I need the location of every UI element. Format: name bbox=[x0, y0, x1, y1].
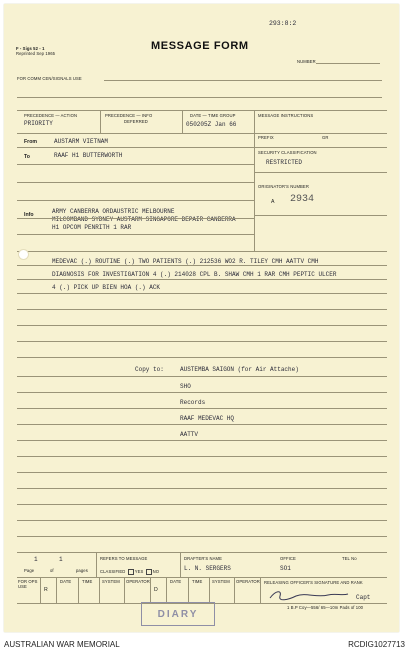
security-classification-label: SECURITY CLASSIFICATION bbox=[258, 150, 317, 155]
rule bbox=[99, 577, 100, 603]
rule bbox=[78, 577, 79, 603]
originator-prefix: A bbox=[271, 199, 275, 205]
originator-number: 2934 bbox=[290, 194, 315, 205]
message-form-sheet bbox=[4, 4, 399, 632]
rule bbox=[17, 164, 254, 165]
number-line bbox=[316, 63, 380, 64]
gr-label: GR bbox=[322, 135, 329, 140]
punch-hole bbox=[18, 249, 29, 260]
form-code: F - Sigs 52 - 1 bbox=[16, 46, 45, 51]
info-line-1: ARMY CANBERRA ORDAUSTRIC MELBOURNE bbox=[52, 208, 175, 215]
info-line-3: H1 OPCOM PENRITH 1 RAR bbox=[52, 224, 132, 231]
rule bbox=[17, 110, 387, 111]
rule bbox=[17, 488, 387, 489]
form-title: MESSAGE FORM bbox=[151, 40, 249, 52]
rule bbox=[254, 215, 387, 216]
rule bbox=[234, 577, 235, 603]
rule bbox=[17, 472, 387, 473]
page-number: 1 bbox=[34, 556, 38, 563]
copy-to-item: Records bbox=[180, 399, 206, 406]
copy-to-label: Copy to: bbox=[135, 366, 164, 373]
handwritten-serial: 293:8:2 bbox=[269, 20, 297, 27]
body-line-3: 4 (.) PICK UP BIEN HOA (.) ACK bbox=[52, 284, 161, 291]
rule bbox=[17, 357, 387, 358]
rule bbox=[180, 552, 181, 577]
reprinted-date: Reprinted Sep 1965 bbox=[16, 51, 56, 56]
to-label: To bbox=[24, 154, 30, 160]
precedence-info-label: PRECEDENCE — INFO bbox=[105, 113, 153, 118]
body-line-1: MEDEVAC (.) ROUTINE (.) TWO PATIENTS (.) 212536 WO2 R. TILEY CMH AATTV CMH bbox=[52, 258, 319, 265]
classified-label bbox=[100, 569, 159, 575]
office-label: OFFICE bbox=[280, 556, 296, 561]
rule bbox=[17, 200, 254, 201]
ops-system-label: SYSTEM bbox=[102, 579, 120, 584]
rule bbox=[17, 133, 387, 134]
office-value: SO1 bbox=[280, 565, 291, 572]
date-time-group-label: DATE — TIME GROUP bbox=[190, 113, 236, 118]
classified-no-label: NO bbox=[152, 569, 160, 575]
security-classification-value: RESTRICTED bbox=[266, 159, 303, 166]
comm-cen-line-2 bbox=[17, 97, 382, 98]
ops-operator-label-2: OPERATOR bbox=[236, 579, 260, 584]
rule bbox=[17, 577, 387, 578]
rule bbox=[17, 440, 387, 441]
pages-label: pages bbox=[76, 568, 88, 573]
rule bbox=[209, 577, 210, 603]
rule bbox=[254, 110, 255, 251]
rule bbox=[17, 424, 387, 425]
classified-yes-checkbox[interactable] bbox=[128, 569, 134, 575]
releasing-officer-label: RELEASING OFFICER'S SIGNATURE AND RANK bbox=[264, 580, 363, 585]
rule bbox=[17, 265, 387, 266]
rule bbox=[17, 376, 387, 377]
tel-number-label: TEL No bbox=[342, 556, 357, 561]
rule bbox=[17, 147, 387, 148]
rule bbox=[17, 341, 387, 342]
for-ops-use-label: FOR OPS USE bbox=[18, 579, 38, 589]
rule bbox=[40, 577, 41, 603]
ops-time-label-2: TIME bbox=[192, 579, 203, 584]
prefix-label: PREFIX bbox=[258, 135, 274, 140]
page-total: 1 bbox=[59, 556, 63, 563]
diary-stamp: DIARY bbox=[141, 602, 215, 626]
to-value: RAAF H1 BUTTERWORTH bbox=[54, 152, 123, 159]
footer-catalogue-id: RCDIG1027713 bbox=[348, 640, 405, 649]
from-label: From bbox=[24, 139, 37, 145]
rule bbox=[17, 392, 387, 393]
body-line-2: DIAGNOSIS FOR INVESTIGATION 4 (.) 214028 CPL B. SHAW CMH 1 RAR CMH PEPTIC ULCER bbox=[52, 271, 337, 278]
ops-date-label-2: DATE bbox=[170, 579, 182, 584]
footer-source: AUSTRALIAN WAR MEMORIAL bbox=[4, 640, 120, 649]
copy-to-item: SHO bbox=[180, 383, 191, 390]
ops-date-label: DATE bbox=[60, 579, 72, 584]
rule bbox=[17, 408, 387, 409]
copy-to-item: AUSTEMBA SAIGON (for Air Attache) bbox=[180, 366, 299, 373]
drafters-name-label: DRAFTER'S NAME bbox=[184, 556, 223, 561]
comm-cen-label: FOR COMM CEN/SIGNALS USE bbox=[17, 76, 82, 81]
rule bbox=[17, 325, 387, 326]
rule bbox=[17, 279, 387, 280]
rule bbox=[56, 577, 57, 603]
rule bbox=[260, 577, 261, 603]
date-time-group-value: 050205Z Jan 66 bbox=[186, 121, 237, 128]
rule bbox=[150, 577, 151, 603]
rule bbox=[17, 293, 387, 294]
info-label: Info bbox=[24, 212, 34, 218]
officer-rank: Capt bbox=[356, 594, 371, 601]
ops-operator-label: OPERATOR bbox=[126, 579, 150, 584]
rule bbox=[188, 577, 189, 603]
classified-no-checkbox[interactable] bbox=[146, 569, 152, 575]
info-line-2: MILCOMBAND SYDNEY AUSTARM SINGAPORE DEPAIR CANBERRA bbox=[52, 216, 236, 223]
printer-note: 1 B.P Coy—556/ 65—10m Pads of 100 bbox=[287, 605, 364, 610]
rule bbox=[17, 552, 387, 553]
ops-system-label-2: SYSTEM bbox=[212, 579, 230, 584]
precedence-action-value: PRIORITY bbox=[24, 120, 53, 127]
number-label: NUMBER bbox=[297, 59, 316, 64]
rule bbox=[17, 536, 387, 537]
message-instructions-label: MESSAGE INSTRUCTIONS bbox=[258, 113, 314, 118]
copy-to-item: RAAF MEDEVAC HQ bbox=[180, 415, 235, 422]
rule bbox=[96, 552, 97, 577]
rule bbox=[17, 251, 387, 252]
originators-number-label: ORIGINATOR'S NUMBER bbox=[258, 184, 309, 189]
rule bbox=[100, 110, 101, 133]
copy-to-item: AATTV bbox=[180, 431, 199, 438]
rule bbox=[166, 577, 167, 603]
comm-cen-line bbox=[104, 80, 382, 81]
classified-yes-label: YES bbox=[134, 569, 144, 575]
precedence-action-label: PRECEDENCE — ACTION bbox=[24, 113, 78, 118]
refers-to-message-label: REFERS TO MESSAGE bbox=[100, 556, 148, 561]
rule bbox=[17, 218, 254, 219]
of-label: of bbox=[50, 568, 54, 573]
ops-r-label: R bbox=[44, 587, 48, 593]
rule bbox=[182, 110, 183, 133]
rule bbox=[17, 182, 254, 183]
rule bbox=[17, 504, 387, 505]
officer-signature bbox=[266, 586, 366, 604]
ops-time-label: TIME bbox=[82, 579, 93, 584]
rule bbox=[17, 309, 387, 310]
rule bbox=[254, 172, 387, 173]
rule bbox=[17, 456, 387, 457]
rule bbox=[17, 520, 387, 521]
ops-d-label: D bbox=[154, 587, 158, 593]
from-value: AUSTARM VIETNAM bbox=[54, 138, 109, 145]
precedence-deferred-label: DEFERRED bbox=[124, 119, 148, 124]
classified-text: CLASSIFIED bbox=[100, 569, 126, 575]
rule bbox=[124, 577, 125, 603]
page-label: Page bbox=[24, 568, 35, 573]
drafters-name-value: L. N. SERGERS bbox=[184, 565, 231, 572]
rule bbox=[17, 234, 254, 235]
